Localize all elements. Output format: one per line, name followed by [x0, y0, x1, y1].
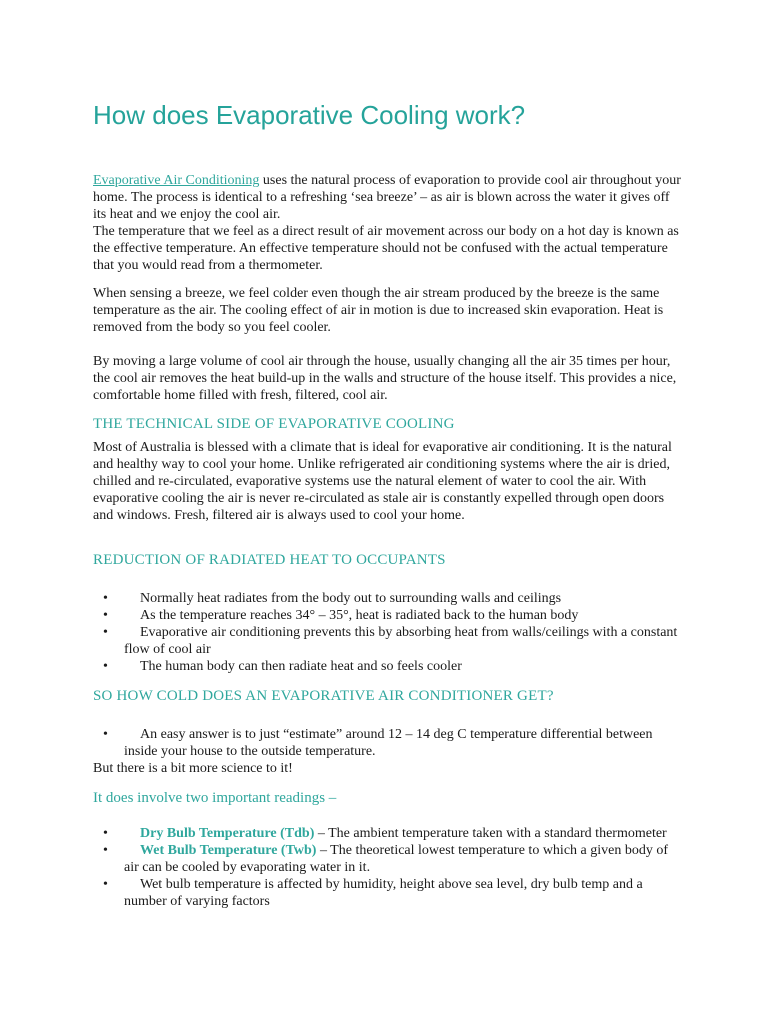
list-item: • Dry Bulb Temperature (Tdb) – The ambient temperature taken with a standard thermometer — [103, 826, 667, 841]
technical-paragraph: Most of Australia is blessed with a climate that is ideal for evaporative air conditioning. It is the natural and healthy way to cool your home. Unlike refrigerated air conditioning systems where the air is dried, chilled and re-circulated, evaporative systems use the natural element of water to cool the air. With evaporative cooling the air is never re-circulated as stale air is constantly expelled through open doors and windows. Fresh, filtered air is always used to cool your home. — [93, 440, 672, 523]
intro-paragraph-1-text: uses the natural process of evaporation to provide cool air throughout your home. The process is identical to a refreshing ‘sea breeze’ – as air is blown across the water it gives off its heat and we enjoy the cool air. — [93, 173, 681, 222]
wet-bulb-term: Wet Bulb Temperature (Twb) — [140, 843, 317, 858]
bullet-icon: • — [103, 826, 108, 841]
intro-paragraph-1b: The temperature that we feel as a direct result of air movement across our body on a hot day is known as the effective temperature. An effective temperature should not be confused with the actual temperature that you would read from a thermometer. — [93, 224, 679, 273]
list-item: • Normally heat radiates from the body out to surrounding walls and ceilings — [103, 591, 562, 606]
list-item: • An easy answer is to just “estimate” around 12 – 14 deg C temperature differential between inside your house to the outside temperature. — [103, 727, 653, 759]
how-cold-heading: SO HOW COLD DOES AN EVAPORATIVE AIR CONDITIONER GET? — [93, 688, 554, 704]
technical-heading: THE TECHNICAL SIDE OF EVAPORATIVE COOLING — [93, 416, 455, 432]
list-item: • The human body can then radiate heat and so feels cooler — [103, 659, 462, 674]
bullet-icon: • — [103, 608, 108, 623]
intro-paragraph-2: When sensing a breeze, we feel colder even though the air stream produced by the breeze is the same temperature as the air. The cooling effect of air in motion is due to increased skin evaporation. Heat is removed from the body so you feel cooler. — [93, 286, 664, 335]
bullet-icon: • — [103, 877, 108, 892]
intro-paragraph-1 — [93, 172, 683, 223]
bullet-icon: • — [103, 625, 108, 640]
how-cold-after-text: But there is a bit more science to it! — [93, 761, 293, 776]
bullet-icon: • — [103, 591, 108, 606]
dry-bulb-term: Dry Bulb Temperature (Tdb) — [140, 826, 315, 841]
readings-list — [93, 825, 683, 910]
intro-section — [93, 172, 683, 274]
readings-heading: It does involve two important readings – — [93, 790, 337, 806]
evaporative-air-conditioning-link[interactable]: Evaporative Air Conditioning — [93, 173, 260, 188]
intro-paragraph-3: By moving a large volume of cool air through the house, usually changing all the air 35 times per hour, the cool air removes the heat build-up in the walls and structure of the house itself. This provides a nice, comfortable home filled with fresh, filtered, cool air. — [93, 354, 677, 403]
list-item: • Evaporative air conditioning prevents this by absorbing heat from walls/ceilings with a constant flow of cool air — [103, 625, 678, 657]
list-item: • Wet bulb temperature is affected by humidity, height above sea level, dry bulb temp and a number of varying factors — [103, 877, 643, 909]
list-item: • As the temperature reaches 34° – 35°, heat is radiated back to the human body — [103, 608, 579, 623]
bullet-icon: • — [103, 659, 108, 674]
radiated-heat-list — [93, 590, 683, 675]
list-item: • Wet Bulb Temperature (Twb) – The theoretical lowest temperature to which a given body of air can be cooled by evaporating water in it. — [103, 843, 669, 875]
how-cold-list — [93, 726, 683, 760]
radiated-heat-heading: REDUCTION OF RADIATED HEAT TO OCCUPANTS — [93, 552, 446, 568]
bullet-icon: • — [103, 843, 108, 858]
bullet-icon: • — [103, 727, 108, 742]
page-title: How does Evaporative Cooling work? — [93, 100, 526, 130]
